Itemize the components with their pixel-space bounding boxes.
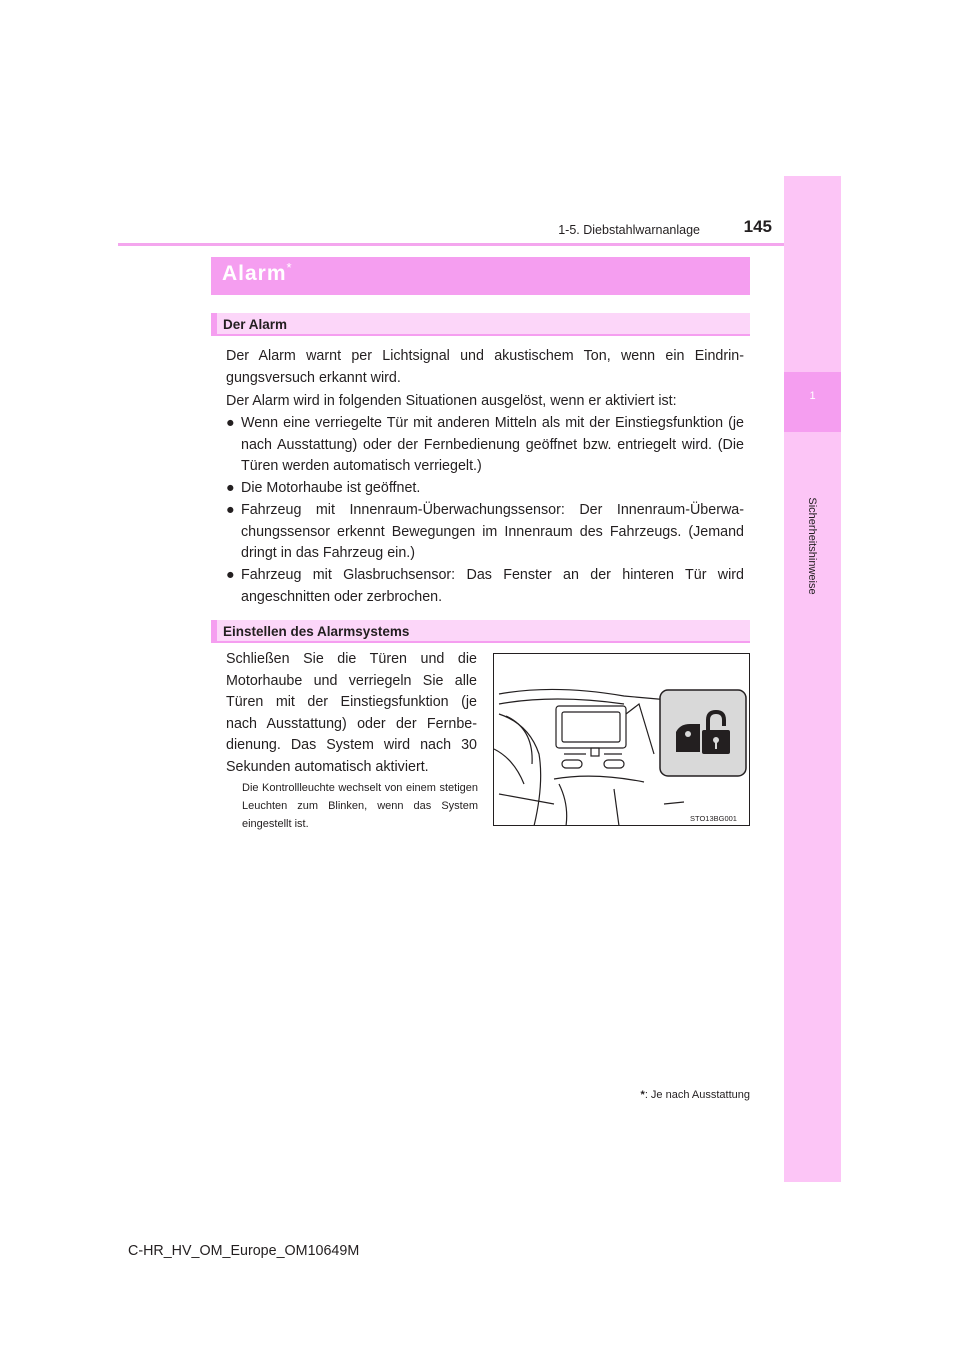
dashboard-illustration <box>493 653 750 826</box>
indicator-note: Die Kontrollleuchte wechselt von einem stetigen Leuchten zum Blinken, wenn das System eingestellt ist. <box>242 782 478 830</box>
intro-paragraph: Der Alarm warnt per Lichtsignal und akustischem Ton, wenn ein Eindrin-gungsversuch erkannt wird. <box>226 348 744 386</box>
section-header-accent <box>211 620 217 643</box>
bullet-icon: ● <box>226 480 235 496</box>
section-header-der-alarm <box>211 313 750 336</box>
bullet-icon: ● <box>226 567 235 583</box>
chapter-tab <box>784 372 841 432</box>
page-number: 145 <box>743 217 772 236</box>
figure-code: STO13BG001 <box>690 814 737 823</box>
chapter-number: 1 <box>809 390 816 402</box>
section-header-accent <box>211 313 217 336</box>
footnote-text: : Je nach Ausstattung <box>644 1089 750 1101</box>
header-divider <box>118 243 841 246</box>
section-heading-der-alarm: Der Alarm <box>223 317 288 332</box>
section-label: 1-5. Diebstahlwarnanlage <box>558 223 700 237</box>
list-item-text: Die Motorhaube ist geöffnet. <box>241 480 421 496</box>
dashboard-drawing <box>494 654 750 826</box>
list-item-text: Wenn eine verriegelte Tür mit anderen Mitteln als mit der Einstiegsfunktion (je nach Ausstattung) oder der Fernbedienung geöffnet bzw. entriegelt wird. (Die Türen werden automatisch verriegelt.) <box>241 415 744 474</box>
list-item-text: Fahrzeug mit Innenraum-Überwachungssensor: Der Innenraum-Überwa-chungssensor erkennt Bewegungen im Innenraum des Fahrzeugs. (Jemand dringt in das Fahrzeug ein.) <box>241 502 744 561</box>
section-heading-einstellen: Einstellen des Alarmsystems <box>223 624 410 639</box>
list-item-text: Fahrzeug mit Glasbruchsensor: Das Fenster an der hinteren Tür wird angeschnitten oder zerbrochen. <box>241 567 744 605</box>
lead-paragraph: Der Alarm wird in folgenden Situationen ausgelöst, wenn er aktiviert ist: <box>226 393 677 409</box>
bullet-icon: ● <box>226 502 235 518</box>
title-star: * <box>286 260 293 275</box>
chapter-side-strip <box>784 176 841 1182</box>
footnote-star: * <box>640 1089 645 1101</box>
bullet-icon: ● <box>226 415 235 431</box>
page-title <box>222 262 293 286</box>
footnote <box>560 1089 750 1101</box>
page-title-text: Alarm <box>222 262 287 285</box>
document-id: C-HR_HV_OM_Europe_OM10649M <box>128 1243 360 1259</box>
chapter-title: Sicherheitshinweise <box>806 497 818 595</box>
setting-paragraph: Schließen Sie die Türen und die Motorhaube und verriegeln Sie alle Türen mit der Einstiegsfunktion (je nach Ausstattung) oder der Fernbe-dienung. Das System wird nach 30 Sekunden automatisch aktiviert. <box>226 651 477 775</box>
